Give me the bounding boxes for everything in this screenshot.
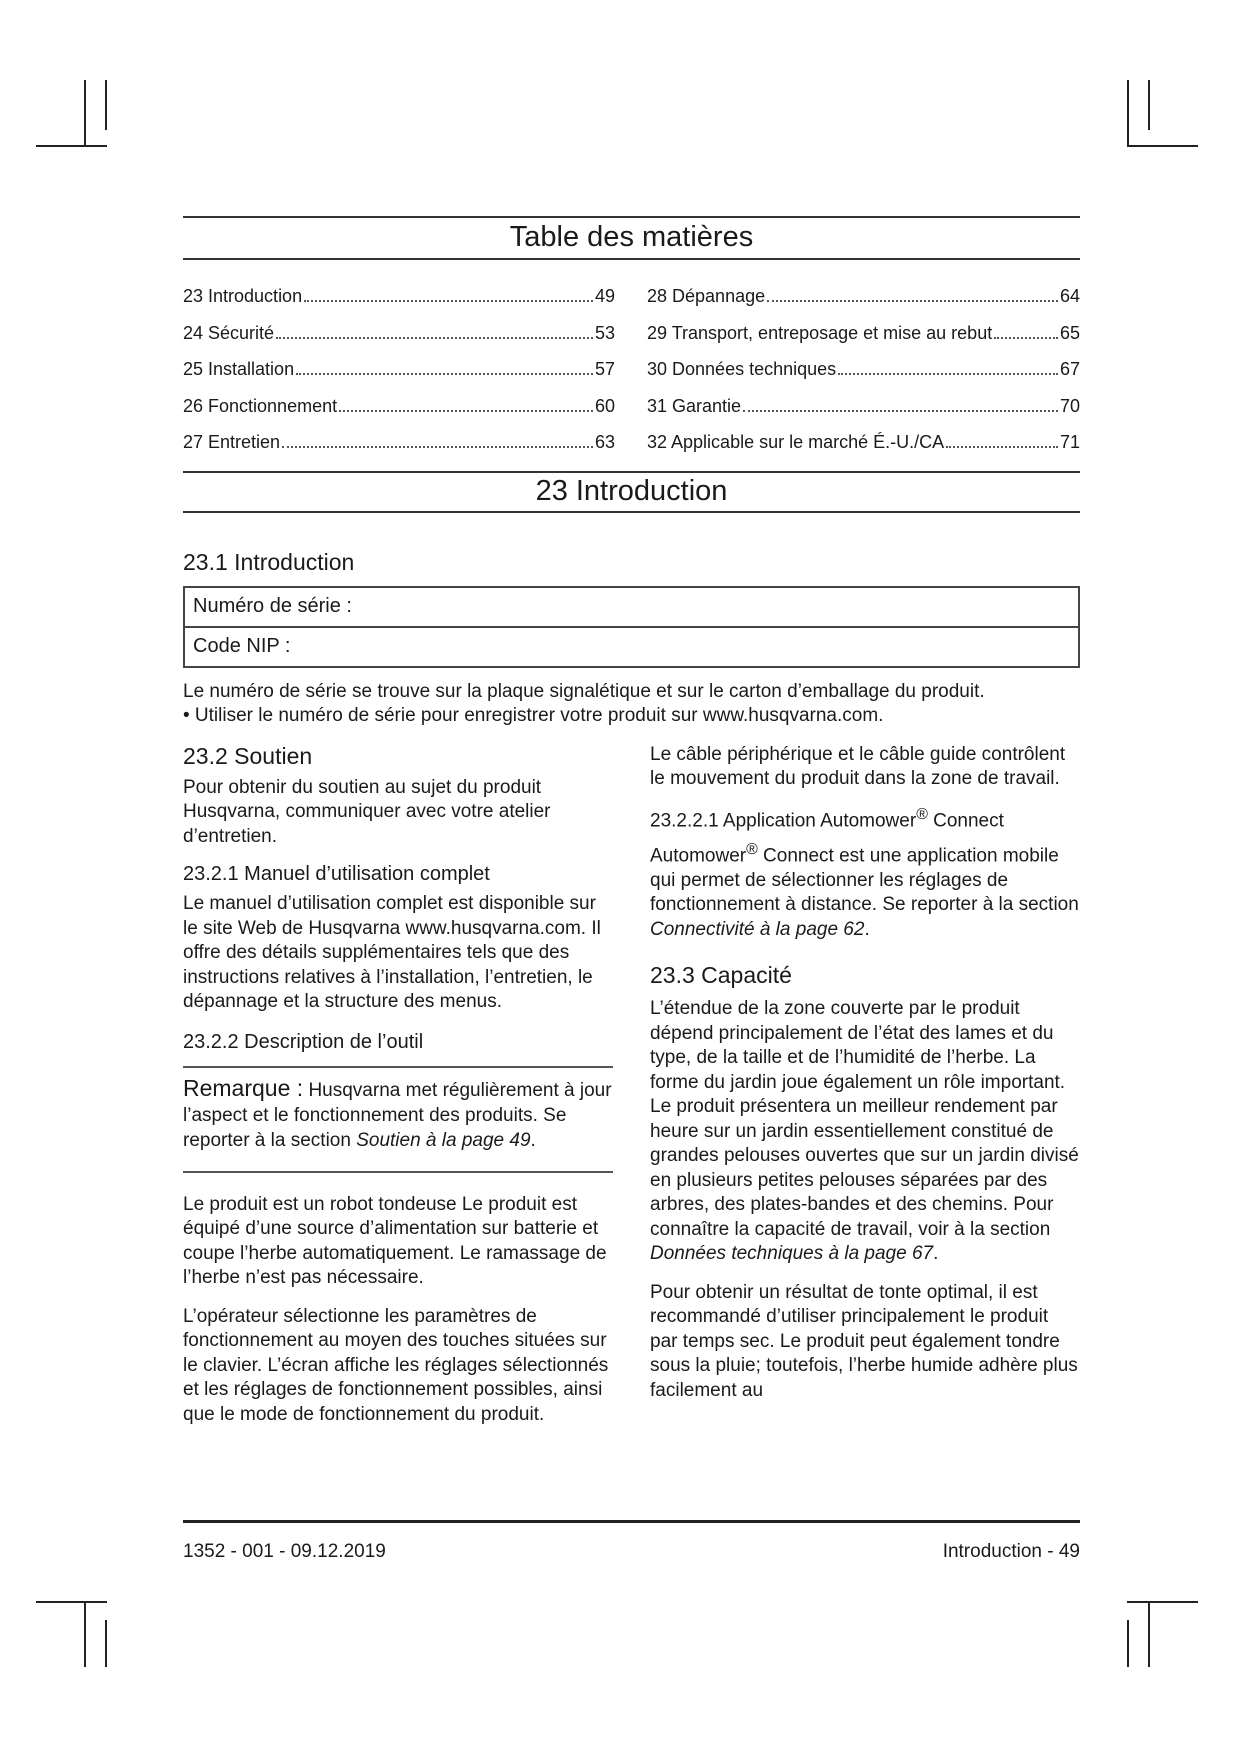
support-text: Pour obtenir du soutien au sujet du produit Husqvarna, communiquer avec votre atelier d’entretien. <box>183 776 551 847</box>
toc-column-left <box>183 286 615 469</box>
left-column <box>183 743 613 1428</box>
page-footer <box>183 1520 1080 1563</box>
app-text: Automower® Connect est une application mobile qui permet de sélectionner les réglages de fonctionnement à distance. Se reporter à la section Connectivité à la page 62. <box>650 840 1079 940</box>
chapter-title: 23 Introduction <box>535 474 728 507</box>
section-heading-23-2-1: 23.2.1 Manuel d’utilisation complet <box>183 863 490 885</box>
toc-column-right <box>647 286 1080 469</box>
full-manual-text: Le manuel d’utilisation complet est disponible sur le site Web de Husqvarna www.husqvarna.com. Il offre des détails supplémentaires tels que des instructions relatives à l’installation, l’entretien, le dépannage et la structure des menus. <box>183 893 601 1012</box>
chapter-bottom-rule <box>183 511 1080 513</box>
register-bullet: • Utiliser le numéro de série pour enregistrer votre produit sur www.husqvarna.com. <box>183 705 884 726</box>
right-column <box>650 743 1080 1428</box>
note-box: Remarque : Husqvarna met régulièrement à jour l’aspect et le fonctionnement des produits. Se reporter à la section Soutien à la page 49. <box>183 1066 613 1173</box>
toc-entry[interactable]: 30 Données techniques 67 <box>647 359 1080 379</box>
toc-entry[interactable]: 25 Installation 57 <box>183 359 615 379</box>
connectivity-link[interactable]: Connectivité à la page 62 <box>650 918 865 940</box>
crop-mark <box>105 1620 107 1667</box>
crop-mark <box>105 80 107 130</box>
crop-mark <box>36 145 107 147</box>
section-heading-23-2-2-1: 23.2.2.1 Application Automower® Connect <box>650 805 1004 831</box>
crop-mark <box>1127 1601 1198 1603</box>
document-id: 1352 - 001 - 09.12.2019 <box>183 1541 386 1562</box>
crop-mark <box>1148 1601 1150 1667</box>
crop-mark <box>84 80 86 147</box>
section-heading-23-1: 23.1 Introduction <box>183 548 355 575</box>
note-link[interactable]: Soutien à la page 49 <box>356 1129 531 1151</box>
capacity-text: L’étendue de la zone couverte par le produit dépend principalement de l’état des lames et du type, de la taille et de l’humidité de l’herbe. La forme du jardin joue également un rôle important. Le produit présentera un meilleur rendement par heure sur un jardin essentiellement constitué de grandes pelouses ouvertes que sur un jardin divisé en plusieurs petites pelouses séparées par des arbres, des plates-bandes et des chemins. Pour connaître la capacité de travail, voir à la section Données techniques à la page 67. <box>650 998 1079 1265</box>
note-label: Remarque : <box>183 1074 304 1101</box>
crop-mark <box>1127 145 1198 147</box>
section-heading-23-2-2: 23.2.2 Description de l’outil <box>183 1030 424 1053</box>
crop-mark <box>1127 80 1129 147</box>
crop-mark <box>1127 1620 1129 1667</box>
operator-description: L’opérateur sélectionne les paramètres de fonctionnement au moyen des touches situées sur le clavier. L’écran affiche les réglages sélectionnés et les réglages de fonctionnement possibles, ainsi que le mode de fonctionnement du produit. <box>183 1305 609 1425</box>
crop-mark <box>84 1601 86 1667</box>
toc-entry[interactable]: 27 Entretien 63 <box>183 432 615 452</box>
toc-entry[interactable]: 26 Fonctionnement 60 <box>183 395 615 416</box>
technical-data-link[interactable]: Données techniques à la page 67 <box>650 1243 934 1265</box>
crop-mark <box>36 1601 107 1603</box>
toc-entry[interactable]: 29 Transport, entreposage et mise au rebut 65 <box>647 322 1080 343</box>
toc-entry[interactable]: 23 Introduction 49 <box>183 286 615 306</box>
capacity-text-2: Pour obtenir un résultat de tonte optimal, il est recommandé d’utiliser principalement le produit par temps sec. Le produit peut également tondre sous la pluie; toutefois, l’herbe humide adhère plus facilement au <box>650 1281 1078 1401</box>
section-heading-23-3: 23.3 Capacité <box>650 962 792 989</box>
toc-entry[interactable]: 32 Applicable sur le marché É.-U./CA 71 <box>647 432 1080 452</box>
toc-entry[interactable]: 31 Garantie 70 <box>647 395 1080 416</box>
product-description: Le produit est un robot tondeuse Le produit est équipé d’une source d’alimentation sur batterie et coupe l’herbe automatiquement. Le ramassage de l’herbe n’est pas nécessaire. <box>183 1193 607 1288</box>
serial-note: Le numéro de série se trouve sur la plaque signalétique et sur le carton d’emballage du produit. <box>183 680 985 702</box>
cable-text: Le câble périphérique et le câble guide contrôlent le mouvement du produit dans la zone de travail. <box>650 743 1066 789</box>
page-label: Introduction - 49 <box>942 1541 1080 1562</box>
registration-table <box>183 586 1080 668</box>
toc-title: Table des matières <box>509 221 754 253</box>
toc-list <box>183 260 1080 471</box>
toc-entry[interactable]: 24 Sécurité 53 <box>183 322 615 343</box>
section-heading-23-2: 23.2 Soutien <box>183 742 313 769</box>
note-text: Husqvarna met régulièrement à jour l’aspect et le fonctionnement des produits. Se reporter à la section <box>183 1079 612 1151</box>
pin-code-field[interactable]: Code NIP : <box>184 627 1079 667</box>
serial-number-field[interactable]: Numéro de série : <box>184 587 1079 627</box>
toc-entry[interactable]: 28 Dépannage 64 <box>647 286 1080 306</box>
crop-mark <box>1148 80 1150 130</box>
page-content <box>183 216 1080 1427</box>
